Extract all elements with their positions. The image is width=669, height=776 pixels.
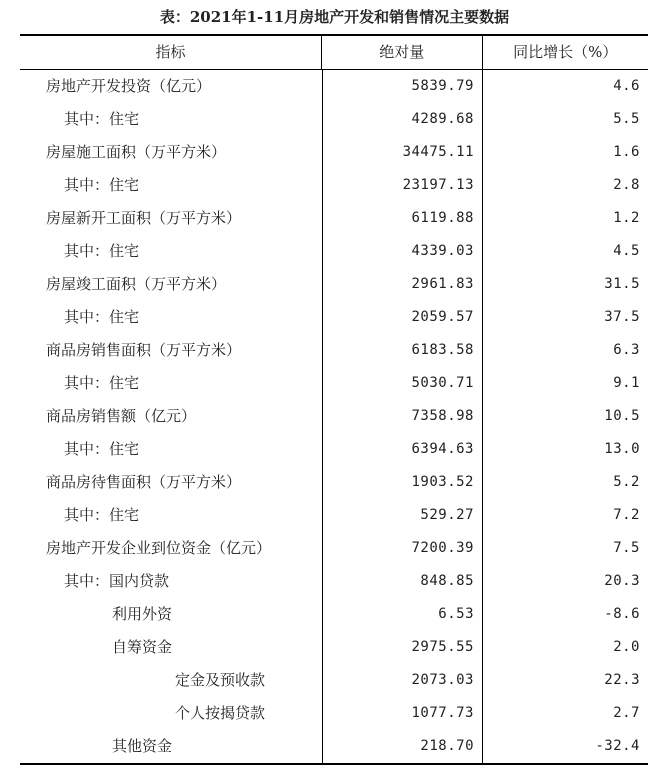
table-row (20, 367, 648, 400)
row-value: 848.85 (322, 565, 482, 598)
table-row (20, 235, 648, 268)
row-growth: 1.2 (482, 202, 648, 235)
row-growth: 7.5 (482, 532, 648, 565)
table-row (20, 730, 648, 763)
table-row (20, 169, 648, 202)
row-label: 定金及预收款 (175, 671, 266, 689)
row-label: 其中：国内贷款 (64, 572, 170, 590)
row-value: 6.53 (322, 598, 482, 631)
row-value: 4289.68 (322, 103, 482, 136)
row-growth: 4.5 (482, 235, 648, 268)
row-growth: 9.1 (482, 367, 648, 400)
table-row (20, 103, 648, 136)
row-label: 其中：住宅 (64, 110, 140, 128)
row-value: 23197.13 (322, 169, 482, 202)
row-value: 5839.79 (322, 70, 482, 103)
row-value: 529.27 (322, 499, 482, 532)
row-growth: 20.3 (482, 565, 648, 598)
header-indicator: 指标 (155, 43, 186, 61)
table-row (20, 202, 648, 235)
row-value: 2961.83 (322, 268, 482, 301)
row-value: 4339.03 (322, 235, 482, 268)
row-label: 商品房销售额（亿元） (46, 407, 197, 425)
row-label: 商品房销售面积（万平方米） (46, 341, 242, 359)
header-value: 绝对量 (321, 36, 481, 69)
row-label: 房屋竣工面积（万平方米） (46, 275, 227, 293)
row-growth: -32.4 (482, 730, 648, 763)
row-label: 其中：住宅 (64, 440, 140, 458)
row-value: 7358.98 (322, 400, 482, 433)
row-label: 房地产开发投资（亿元） (46, 77, 212, 95)
row-growth: 7.2 (482, 499, 648, 532)
row-label: 其中：住宅 (64, 506, 140, 524)
table-row (20, 136, 648, 169)
row-value: 7200.39 (322, 532, 482, 565)
row-growth: 1.6 (482, 136, 648, 169)
table-row (20, 598, 648, 631)
row-growth: 2.8 (482, 169, 648, 202)
row-growth: 31.5 (482, 268, 648, 301)
table-row (20, 334, 648, 367)
table-title: 表：2021年1-11月房地产开发和销售情况主要数据 (159, 8, 510, 26)
table-row (20, 268, 648, 301)
row-label: 房地产开发企业到位资金（亿元） (46, 539, 272, 557)
row-growth: 4.6 (482, 70, 648, 103)
table-row (20, 301, 648, 334)
table-row (20, 400, 648, 433)
row-label: 利用外资 (112, 605, 173, 623)
row-value: 6183.58 (322, 334, 482, 367)
table-header (20, 36, 648, 70)
row-growth: 2.0 (482, 631, 648, 664)
row-value: 2975.55 (322, 631, 482, 664)
row-value: 2073.03 (322, 664, 482, 697)
row-value: 34475.11 (322, 136, 482, 169)
row-label: 其他资金 (112, 737, 173, 755)
table-row (20, 433, 648, 466)
table-row (20, 631, 648, 664)
row-label: 其中：住宅 (64, 242, 140, 260)
row-growth: 5.2 (482, 466, 648, 499)
table-row (20, 466, 648, 499)
row-value: 6119.88 (322, 202, 482, 235)
row-label: 其中：住宅 (64, 308, 140, 326)
row-growth: -8.6 (482, 598, 648, 631)
row-label: 其中：住宅 (64, 176, 140, 194)
row-growth: 5.5 (482, 103, 648, 136)
row-label: 房屋施工面积（万平方米） (46, 143, 227, 161)
row-value: 1077.73 (322, 697, 482, 730)
row-value: 218.70 (322, 730, 482, 763)
row-value: 2059.57 (322, 301, 482, 334)
row-label: 商品房待售面积（万平方米） (46, 473, 242, 491)
row-growth: 2.7 (482, 697, 648, 730)
row-label: 自筹资金 (112, 638, 173, 656)
table-row (20, 499, 648, 532)
row-growth: 13.0 (482, 433, 648, 466)
table-row (20, 70, 648, 103)
table-row (20, 565, 648, 598)
table-row (20, 664, 648, 697)
row-growth: 10.5 (482, 400, 648, 433)
row-growth: 37.5 (482, 301, 648, 334)
row-growth: 6.3 (482, 334, 648, 367)
row-value: 6394.63 (322, 433, 482, 466)
row-value: 1903.52 (322, 466, 482, 499)
row-label: 个人按揭贷款 (175, 704, 266, 722)
table-row (20, 697, 648, 730)
row-label: 房屋新开工面积（万平方米） (46, 209, 242, 227)
row-growth: 22.3 (482, 664, 648, 697)
row-label: 其中：住宅 (64, 374, 140, 392)
row-value: 5030.71 (322, 367, 482, 400)
table-row (20, 532, 648, 565)
data-table (20, 34, 648, 765)
header-growth: 同比增长（%） (482, 36, 648, 69)
